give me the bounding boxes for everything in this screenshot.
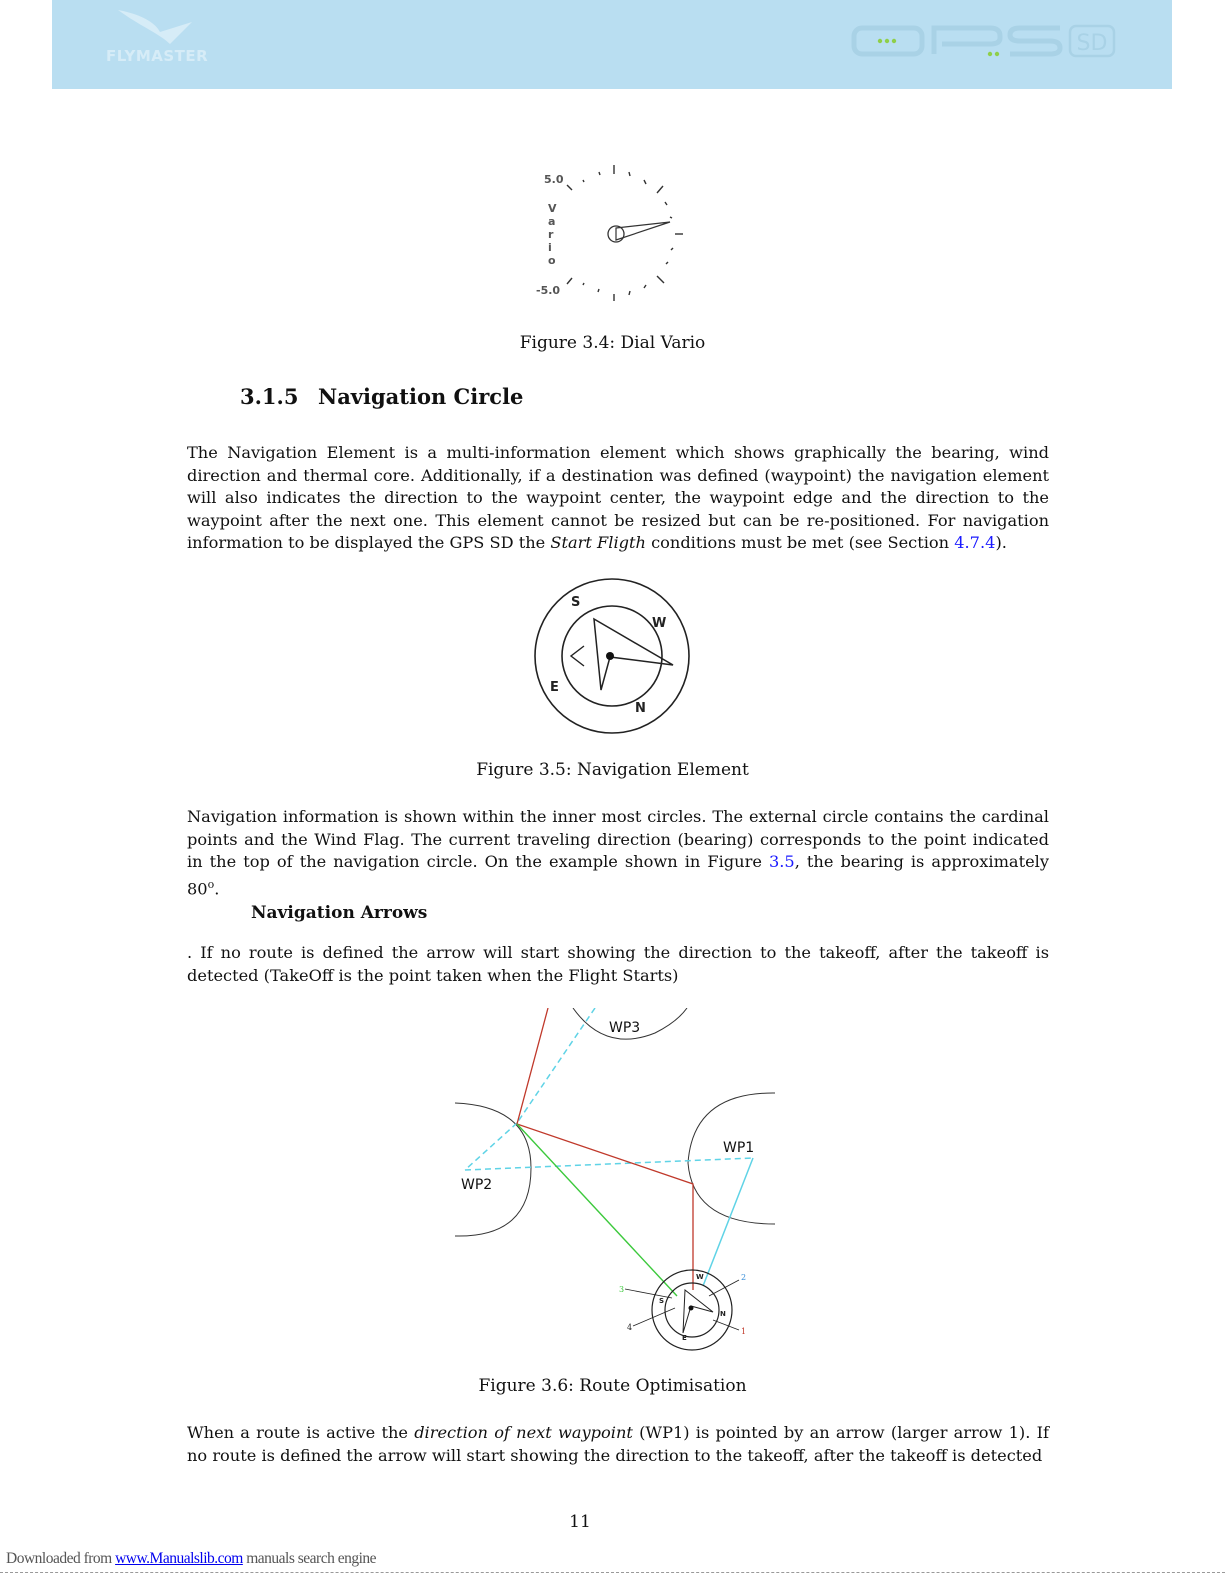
arrow-number-2: 2 bbox=[741, 1273, 747, 1282]
section-link[interactable]: 4.7.4 bbox=[954, 533, 996, 552]
download-footer bbox=[6, 1550, 376, 1568]
dial-tick bbox=[598, 289, 599, 292]
route-optimisation-figure bbox=[455, 1008, 785, 1358]
compass-arrow bbox=[683, 1290, 713, 1333]
dial-tick bbox=[567, 278, 572, 284]
vario-letter: a bbox=[548, 215, 556, 228]
dial-tick bbox=[670, 217, 672, 218]
dial-tick bbox=[583, 180, 584, 182]
dial-tick bbox=[583, 283, 584, 285]
dial-tick bbox=[671, 248, 673, 250]
figure-3-5-caption: Figure 3.5: Navigation Element bbox=[476, 760, 749, 780]
red-route bbox=[517, 1008, 693, 1290]
wp3-label: WP3 bbox=[609, 1020, 641, 1036]
paragraph-navigation-element bbox=[187, 442, 1049, 555]
para-text: Navigation information is shown within the inner most circles. The external circle contains the cardinal points and the Wind Flag. The current traveling direction (bearing) corresponds to the point indicated in the top of the navigation circle. On the example shown in Figure bbox=[187, 807, 1049, 871]
paragraph-navigation-information bbox=[187, 806, 1049, 900]
compass-w: W bbox=[696, 1273, 704, 1281]
para-text: conditions must be met (see Section bbox=[645, 533, 955, 552]
vario-letter: r bbox=[548, 228, 554, 241]
footer-prefix: Downloaded from bbox=[6, 1550, 116, 1567]
navigation-element-figure bbox=[531, 576, 693, 738]
cyan-dashed-route bbox=[465, 1123, 517, 1170]
wp1-circle bbox=[688, 1093, 775, 1224]
compass-e: E bbox=[682, 1334, 687, 1342]
leader-3 bbox=[625, 1289, 672, 1298]
dial-tick bbox=[567, 185, 572, 190]
navigation-arrows-heading: Navigation Arrows bbox=[251, 903, 428, 923]
vario-letter: V bbox=[548, 202, 557, 215]
figure-link[interactable]: 3.5 bbox=[768, 852, 795, 871]
dial-max-label: 5.0 bbox=[544, 173, 564, 186]
cyan-dashed-route bbox=[517, 1008, 595, 1123]
center-dot bbox=[606, 652, 614, 660]
paragraph-arrows: . If no route is defined the arrow will start showing the direction to the takeoff, after the takeoff is detected (TakeOff is the point taken when the Flight Starts) bbox=[187, 943, 1049, 985]
arrow-number-1: 1 bbox=[741, 1327, 747, 1336]
para-text: ). bbox=[995, 533, 1007, 552]
dial-vario-figure bbox=[530, 158, 700, 308]
para-emphasis: Start Fligth bbox=[550, 533, 646, 552]
cardinal-s: S bbox=[571, 595, 581, 610]
section-title: Navigation Circle bbox=[318, 384, 524, 409]
vario-letter: i bbox=[548, 241, 552, 254]
compass-n: N bbox=[720, 1310, 726, 1318]
para-text: , the bearing is approximately 80 bbox=[187, 852, 1049, 898]
manualslib-link[interactable]: www.Manualslib.com bbox=[115, 1550, 243, 1567]
dial-tick bbox=[644, 180, 646, 184]
dial-tick bbox=[665, 202, 667, 205]
cardinal-n: N bbox=[635, 701, 646, 716]
thermal-chevron bbox=[571, 646, 584, 666]
para-text: When a route is active the bbox=[187, 1423, 415, 1442]
vario-letter: o bbox=[548, 254, 556, 267]
dial-tick bbox=[644, 285, 646, 288]
section-heading bbox=[240, 384, 523, 409]
gps-sd-logo bbox=[850, 22, 1120, 62]
figure-3-4-caption: Figure 3.4: Dial Vario bbox=[519, 333, 706, 353]
dial-min-label: -5.0 bbox=[536, 284, 561, 297]
leader-1 bbox=[713, 1320, 739, 1330]
compass-center bbox=[689, 1306, 694, 1311]
para-emphasis: direction of next waypoint bbox=[414, 1423, 633, 1442]
cardinal-w: W bbox=[652, 616, 667, 631]
degree-sign: o bbox=[207, 877, 215, 891]
brand-name: FLYMASTER bbox=[106, 47, 209, 65]
footer-suffix: manuals search engine bbox=[242, 1550, 377, 1567]
para-text: (WP1) is pointed by an arrow (larger arrow 1). If no route is defined the arrow will start showing the direction to the takeoff, after the takeoff is detected bbox=[187, 1423, 1049, 1465]
para-text: The Navigation Element is a multi-information element which shows graphically the bearing, wind direction and thermal core. Additionally, if a destination was defined (waypoint) the navigation element will also indicates the direction to the waypoint center, the waypoint edge and the direction to the waypoint after the next one. This element cannot be resized but can be re-positioned. For navigation information to be displayed the GPS SD the bbox=[187, 443, 1049, 552]
compass-s: S bbox=[659, 1297, 665, 1305]
dial-tick bbox=[629, 291, 630, 295]
cardinal-e: E bbox=[550, 680, 559, 695]
section-number: 3.1.5 bbox=[240, 384, 299, 409]
wp2-label: WP2 bbox=[461, 1177, 493, 1193]
page-number: 11 bbox=[569, 1512, 591, 1532]
arrow-number-4: 4 bbox=[627, 1323, 633, 1332]
dial-tick bbox=[599, 172, 600, 175]
cyan-dashed-route bbox=[465, 1158, 753, 1170]
dial-tick bbox=[629, 172, 630, 176]
dial-tick bbox=[657, 276, 664, 283]
dial-tick bbox=[657, 186, 663, 193]
arrow-number-3: 3 bbox=[619, 1285, 625, 1294]
para-text: . bbox=[214, 878, 220, 898]
product-suffix: SD bbox=[1076, 31, 1108, 56]
green-route bbox=[517, 1124, 677, 1296]
figure-3-6-caption: Figure 3.6: Route Optimisation bbox=[478, 1376, 747, 1396]
paragraph-route-active bbox=[187, 1422, 1049, 1467]
dial-tick bbox=[666, 262, 668, 264]
footer-divider bbox=[0, 1572, 1225, 1573]
wp1-label: WP1 bbox=[723, 1140, 755, 1156]
leader-2 bbox=[709, 1280, 739, 1296]
